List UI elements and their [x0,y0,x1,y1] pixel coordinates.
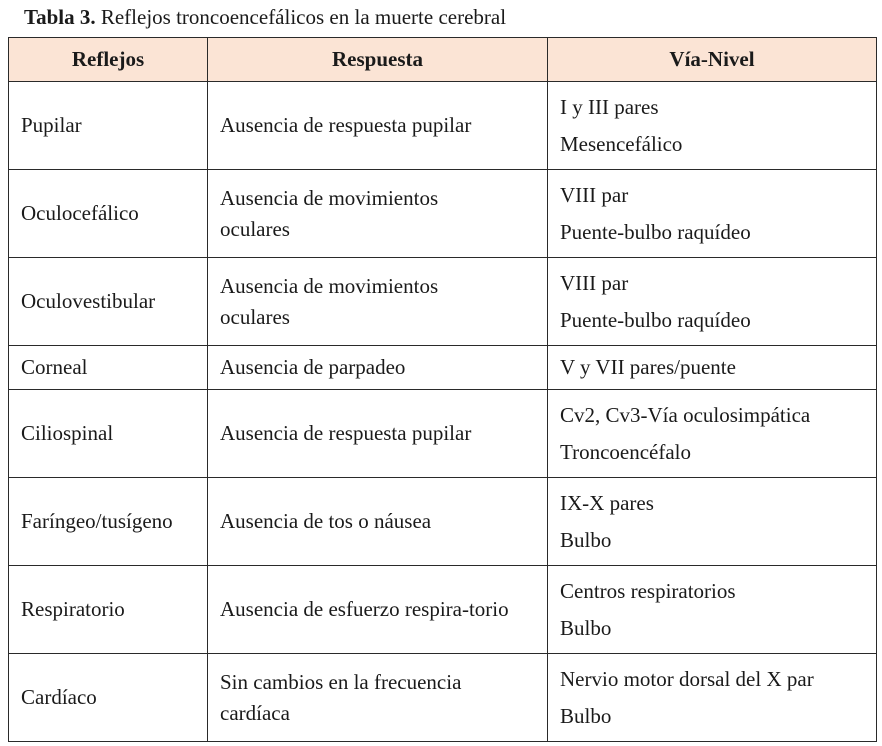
respuesta-text: Ausencia de esfuerzo respira-torio [220,597,509,621]
cell-respuesta [208,82,548,170]
cell-reflejo: Ciliospinal [9,390,208,478]
table-row [9,478,877,566]
cell-reflejo: Respiratorio [9,566,208,654]
via-line: I y III pares [560,95,659,119]
header-via-nivel: Vía-Nivel [548,38,877,82]
cell-respuesta [208,566,548,654]
header-reflejos: Reflejos [9,38,208,82]
cell-via [548,258,877,346]
table-row [9,82,877,170]
respuesta-text: Ausencia de movimientos oculares [220,185,439,241]
via-line: Puente-bulbo raquídeo [560,308,751,332]
cell-reflejo: Faríngeo/tusígeno [9,478,208,566]
respuesta-text: Ausencia de tos o náusea [220,509,432,533]
via-line: Puente-bulbo raquídeo [560,220,751,244]
cell-via [548,346,877,390]
cell-reflejo: Oculovestibular [9,258,208,346]
cell-via [548,170,877,258]
caption-label: Tabla 3. [24,5,96,29]
cell-respuesta [208,346,548,390]
cell-respuesta [208,258,548,346]
cell-via [548,82,877,170]
cell-reflejo: Corneal [9,346,208,390]
cell-via [548,566,877,654]
via-line: Bulbo [560,528,612,552]
cell-via [548,390,877,478]
via-line: VIII par [560,183,629,207]
respuesta-text: Ausencia de parpadeo [220,355,406,379]
via-line: Bulbo [560,704,612,728]
cell-reflejo: Oculocefálico [9,170,208,258]
caption-text: Reflejos troncoencefálicos en la muerte cerebral [95,5,507,29]
table-row [9,258,877,346]
via-line: Centros respiratorios [560,579,736,603]
respuesta-text: Ausencia de movimientos oculares [220,273,439,329]
cell-via [548,478,877,566]
respuesta-text: Ausencia de respuesta pupilar [220,421,472,445]
via-line: Cv2, Cv3-Vía oculosimpática [560,403,811,427]
respuesta-text: Ausencia de respuesta pupilar [220,113,472,137]
reflexes-table [8,37,877,742]
via-line: V y VII pares/puente [560,355,736,379]
header-respuesta: Respuesta [208,38,548,82]
cell-respuesta [208,654,548,742]
cell-respuesta [208,170,548,258]
via-line: VIII par [560,271,629,295]
cell-respuesta [208,390,548,478]
cell-respuesta [208,478,548,566]
respuesta-text: Sin cambios en la frecuencia cardíaca [220,669,462,725]
table-row [9,170,877,258]
table-row [9,346,877,390]
cell-reflejo: Pupilar [9,82,208,170]
table-header-row [9,38,877,82]
table-row [9,654,877,742]
table-row [9,390,877,478]
via-line: Bulbo [560,616,612,640]
cell-reflejo: Cardíaco [9,654,208,742]
via-line: Nervio motor dorsal del X par [560,667,814,691]
cell-via [548,654,877,742]
table-row [9,566,877,654]
via-line: Troncoencéfalo [560,440,692,464]
table-caption [24,4,506,30]
via-line: Mesencefálico [560,132,683,156]
via-line: IX-X pares [560,491,654,515]
